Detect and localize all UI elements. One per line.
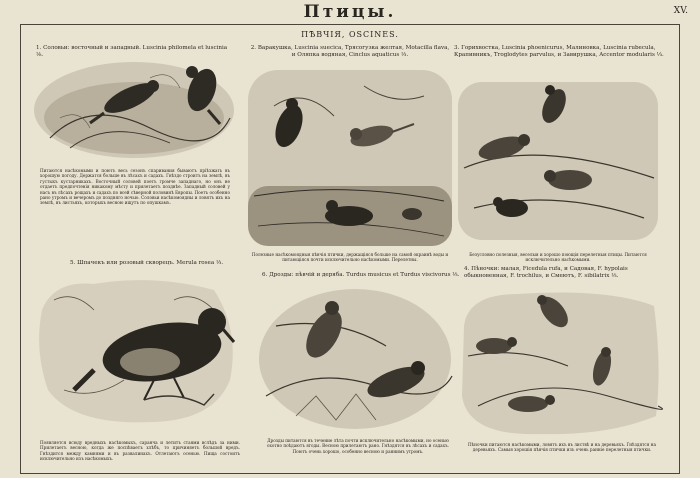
illustration-thrushes: [256, 286, 454, 432]
plate-number: XV.: [673, 6, 688, 16]
description-3: Безусловно полезныя, веселыя и хорошо поющія перелетныя птицы. Питаются исключительно насѣкомыми.: [469, 252, 647, 263]
caption-1: 1. Соловьи: восточный и западный. Luscinia philomela et luscinia ⅛.: [36, 45, 228, 58]
caption-3: 3. Горихвостка, Luscinia phoenicurus, Малиновка, Luscinia rubecula, Крапивникъ, Troglodytes parvulus, и Завирушка, Accentor modularis ⅓.: [454, 45, 664, 58]
description-1: Питаются насѣкомыми и поютъ весь сезонъ спаривания бываютъ пріѣзжать въ хорошую погоду. Держатся больше въ лѣсахъ и садахъ. Гнѣздо строитъ на землѣ, въ густыхъ кустарникахъ. Восточный соловей поетъ громче западнаго, но онъ не отдаетъ предпочтенія никакому мѣсту и прилетаетъ позднѣе. Западный соловей у насъ въ лѣсахъ рощахъ и садахъ по всей сѣверной половинѣ Европы. Поетъ особенно рано утромъ и вечеромъ до поздняго ночью. Соловьи насѣкомоядны и ловятъ ихъ на землѣ, въ листьяхъ, которыхъ весною ищутъ по опушкамъ.: [40, 168, 230, 206]
description-4: Пѣночки питаются насѣкомыми, ловятъ ихъ въ листвѣ и на деревьяхъ. Гнѣздятся на деревьяхъ. Самыя хорошія пѣвчія птички изъ очень ранніе перелетныя птички.: [467, 442, 657, 453]
illustration-nightingales: [30, 58, 238, 162]
caption-2: 2. Варакушка, Luscinia suecica, Трясогузка желтая, Motacilla flava, и Оляпка водяная, Cinclus aquaticus ⅓.: [250, 45, 450, 58]
illustration-rosy-starling: [34, 270, 244, 430]
caption-5: 5. Шпачекъ или розовый скворецъ. Merula rosea ⅓.: [70, 260, 224, 266]
caption-4: 4. Пѣночки: малая, Ficedula rufa, и Садовая, F. hypolais обыкновенная, F. trochilus, и Смеютъ, F. sibilatrix ⅓.: [464, 266, 628, 279]
description-2: Полезные насѣкомоядныя пѣвчія птички, держащіяся больше на самой окраинѣ воды и питающіяся почти исключительно насѣкомыми. Перелетны.: [251, 252, 449, 263]
illustration-redstart-robin-wren-dunnock: [454, 78, 662, 244]
caption-6: 6. Дрозды: пѣвчій и деряба. Turdus musicus et Turdus viscivorus ⅓.: [262, 272, 460, 278]
page-title: Птицы.: [303, 2, 397, 22]
illustration-bluethroat-wagtail-dipper: [244, 66, 456, 250]
description-6: Дрозды питаются въ течение лѣта почти исключительно насѣкомыми, но осенью охотно поѣдаютъ ягоды. Весною прилетаютъ рано. Гнѣздятся въ лѣсахъ и садахъ. Поютъ очень хорошо, особенно весною и раннимъ утромъ.: [266, 438, 450, 454]
description-5: Появляется всюду вредныхъ насѣкомыхъ, саранча и летитъ стаями вслѣдъ за ними. Прилетаетъ весною, когда же поспѣваетъ хлѣбъ, то причиняетъ большой вредъ. Гнѣздится между камнями и въ развалинахъ. Отлетаютъ осенью. Пища состоитъ исключительно изъ насѣкомыхъ.: [40, 440, 240, 462]
plate-subtitle: ПѢВЧІЯ, OSCINES.: [301, 30, 399, 39]
illustration-warblers: [458, 286, 664, 440]
